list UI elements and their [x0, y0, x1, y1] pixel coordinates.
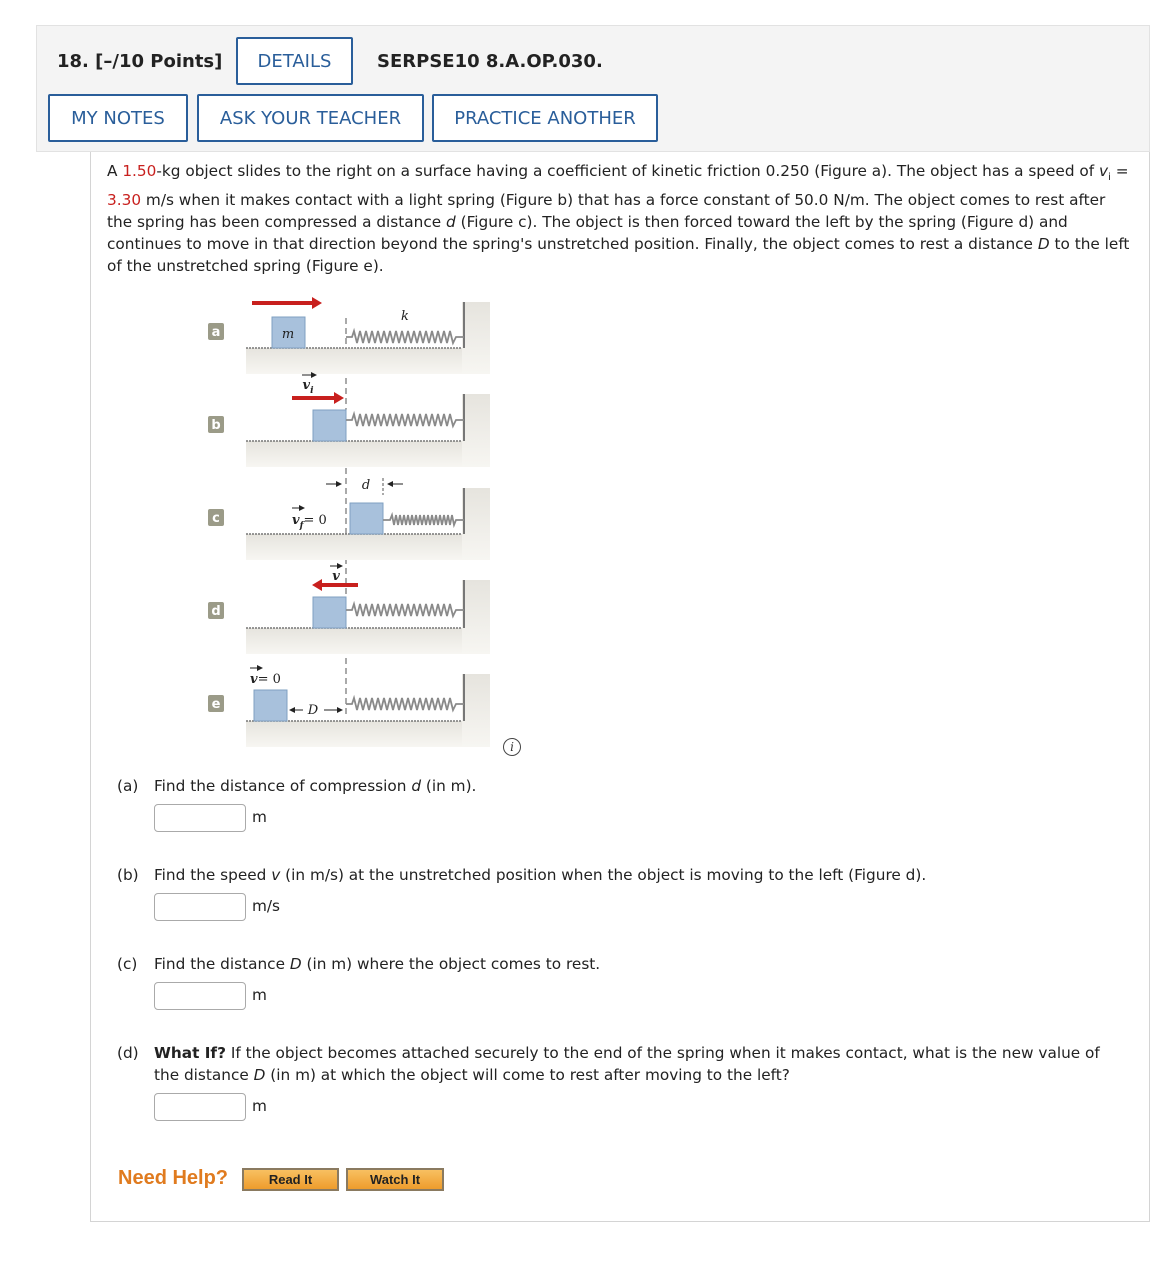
velocity-arrow-d	[312, 579, 322, 591]
distance-D-label: D	[307, 703, 319, 718]
question-code: SERPSE10 8.A.OP.030.	[377, 51, 603, 72]
spring-d	[346, 604, 464, 616]
question-header	[36, 25, 1150, 152]
spring-block-figure	[200, 290, 500, 750]
watch-it-button[interactable]: Watch It	[346, 1168, 444, 1191]
spring-constant-label: k	[401, 309, 409, 324]
part-a-question: Find the distance of compression d (in m).	[154, 777, 477, 795]
panel-b	[208, 375, 490, 467]
unit-d: m	[252, 1097, 267, 1115]
panel-label-b: b	[211, 418, 221, 433]
spring-a	[346, 331, 464, 343]
block-c	[350, 503, 383, 534]
panel-d	[208, 566, 490, 654]
info-icon[interactable]: i	[503, 738, 521, 756]
ask-teacher-button[interactable]: ASK YOUR TEACHER	[197, 94, 424, 142]
unit-c: m	[252, 986, 267, 1004]
answer-input-d[interactable]	[154, 1093, 246, 1121]
need-help-label: Need Help?	[118, 1167, 229, 1189]
part-b-question: Find the speed v (in m/s) at the unstretched position when the object is moving to the left (Figure d).	[154, 866, 927, 884]
part-c-question: Find the distance D (in m) where the object comes to rest.	[154, 955, 601, 973]
panel-label-d: d	[211, 604, 221, 619]
read-it-button[interactable]: Read It	[242, 1168, 339, 1191]
final-velocity-label: $v_f= 0$	[292, 513, 327, 531]
panel-a	[208, 297, 490, 374]
zero-velocity-label: v= 0	[250, 672, 281, 687]
question-number-points: 18. [–/10 Points]	[57, 51, 223, 72]
spring-e	[346, 698, 464, 710]
part-a: (a) Find the distance of compression d (in m).	[117, 776, 1147, 800]
panel-c	[208, 478, 490, 560]
block-b	[313, 410, 346, 441]
my-notes-button[interactable]: MY NOTES	[48, 94, 188, 142]
panel-e	[208, 668, 490, 747]
part-d-question: What If? If the object becomes attached securely to the end of the spring when it makes contact, what is the new value of the distance D (in m) at which the object will come to rest after moving to the left?	[154, 1044, 1100, 1084]
speed-value: 3.30	[107, 191, 142, 210]
answer-input-a[interactable]	[154, 804, 246, 832]
part-b: (b) Find the speed v (in m/s) at the unstretched position when the object is moving to the left (Figure d).	[117, 865, 1147, 889]
spring-b	[346, 414, 464, 426]
details-button[interactable]: DETAILS	[236, 37, 353, 85]
spring-c-compressed	[383, 515, 464, 525]
block-d	[313, 597, 346, 628]
mass-value: 1.50	[122, 162, 157, 180]
block-e	[254, 690, 287, 721]
panel-label-a: a	[211, 325, 221, 340]
panel-label-e: e	[211, 697, 221, 712]
answer-input-b[interactable]	[154, 893, 246, 921]
compression-d-label: d	[361, 478, 371, 493]
unit-a: m	[252, 808, 267, 826]
initial-velocity-label: $v_i$	[302, 378, 314, 396]
part-c: (c) Find the distance D (in m) where the object comes to rest.	[117, 954, 1147, 978]
velocity-arrow-b	[334, 392, 344, 404]
mass-label: m	[281, 327, 295, 342]
part-d: (d) What If? If the object becomes attached securely to the end of the spring when it makes contact, what is the new value of the distance D (in m) at which the object will come to rest after moving to the left?	[117, 1043, 1147, 1089]
unit-b: m/s	[252, 897, 281, 915]
answer-input-c[interactable]	[154, 982, 246, 1010]
velocity-label-d: v	[332, 569, 340, 584]
velocity-arrow-a	[312, 297, 322, 309]
panel-label-c: c	[212, 511, 220, 526]
practice-another-button[interactable]: PRACTICE ANOTHER	[432, 94, 658, 142]
problem-statement: A 1.50-kg object slides to the right on a surface having a coefficient of kinetic friction 0.250 (Figure a). The object has a speed of $v_i = 3.30$ m/s when it makes contact with a light spring (Figure b) that has a force constant of 50.0 N/m. The object comes to rest after the spring has been compressed a distance d (Figure c). The object is then forced toward the left by the spring (Figure d) and continues to move in that direction beyond the spring's unstretched position. Finally, the object comes to rest a distance D to the left of the unstretched spring (Figure e).	[107, 162, 1130, 276]
